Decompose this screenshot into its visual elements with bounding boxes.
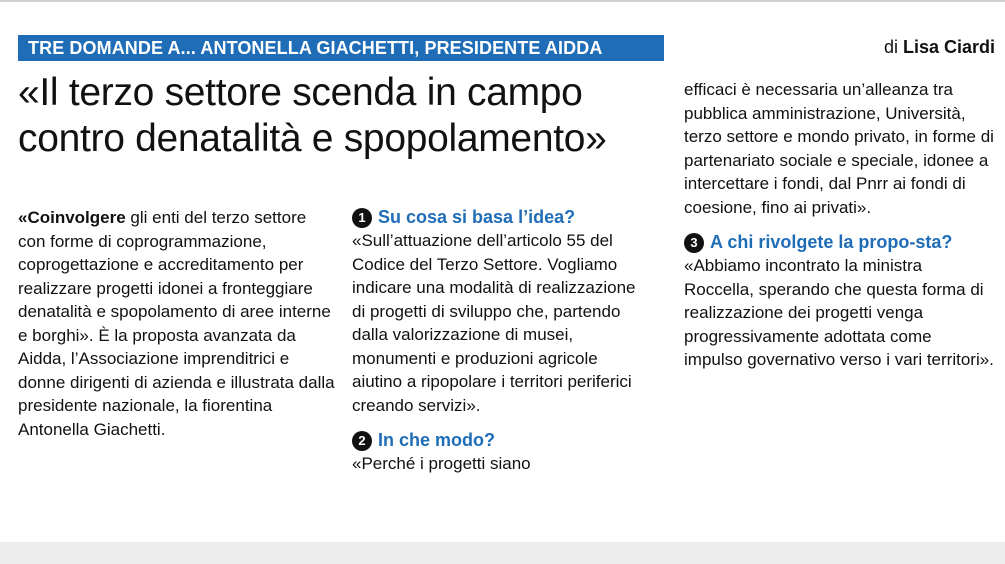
question-2-text: In che modo? bbox=[378, 430, 495, 450]
column-continuation bbox=[684, 78, 994, 372]
number-badge-icon: 3 bbox=[684, 233, 704, 253]
intro-paragraph bbox=[18, 206, 338, 441]
bottom-band bbox=[0, 542, 1005, 564]
section-kicker: TRE DOMANDE A... ANTONELLA GIACHETTI, PRESIDENTE AIDDA bbox=[18, 35, 664, 61]
column-intro bbox=[18, 206, 338, 441]
answer-2-continued: efficaci è necessaria un’alleanza tra pubblica amministrazione, Università, terzo settore e mondo privato, in forme di partenariato sociale e speciale, idonee a intercettare i fondi, dal Pnrr ai fondi di coesione, fino ai privati». bbox=[684, 80, 994, 217]
byline bbox=[884, 37, 995, 58]
question-block-3 bbox=[684, 231, 994, 372]
question-3-text: A chi rivolgete la propo-sta? bbox=[710, 232, 953, 252]
intro-text: gli enti del terzo settore con forme di coprogrammazione, coprogettazione e accreditamento per realizzare progetti idonei a fronteggiare denatalità e spopolamento di aree interne e borghi». È la proposta avanzata da Aidda, l’Associazione imprenditrici e donne dirigenti di azienda e illustrata dalla presidente nazionale, la fiorentina Antonella Giachetti. bbox=[18, 208, 335, 439]
answer-3: «Abbiamo incontrato la ministra Roccella, sperando che questa forma di realizzazione dei progetti venga progressivamente adottata come impulso governativo verso i vari territori». bbox=[684, 256, 994, 369]
question-3 bbox=[684, 231, 994, 254]
intro-lead: «Coinvolgere bbox=[18, 208, 126, 227]
question-block-2 bbox=[352, 429, 652, 476]
number-badge-icon: 1 bbox=[352, 208, 372, 228]
byline-author: Lisa Ciardi bbox=[902, 37, 995, 57]
answer-2-start: «Perché i progetti siano bbox=[352, 454, 531, 473]
question-1-text: Su cosa si basa l’idea? bbox=[378, 207, 576, 227]
question-1 bbox=[352, 206, 652, 229]
top-rule bbox=[0, 0, 1005, 2]
article-headline: «Il terzo settore scenda in campo contro denatalità e spopolamento» bbox=[18, 71, 607, 160]
question-2 bbox=[352, 429, 652, 452]
byline-prefix: di bbox=[883, 37, 898, 57]
question-block-1 bbox=[352, 206, 652, 417]
number-badge-icon: 2 bbox=[352, 431, 372, 451]
column-questions bbox=[352, 206, 652, 476]
answer-1: «Sull’attuazione dell’articolo 55 del Codice del Terzo Settore. Vogliamo indicare una modalità di realizzazione di progetti di sviluppo che, partendo dalla valorizzazione di musei, monumenti e produzioni agricole aiutino a ripopolare i territori periferici creando servizi». bbox=[352, 231, 636, 415]
